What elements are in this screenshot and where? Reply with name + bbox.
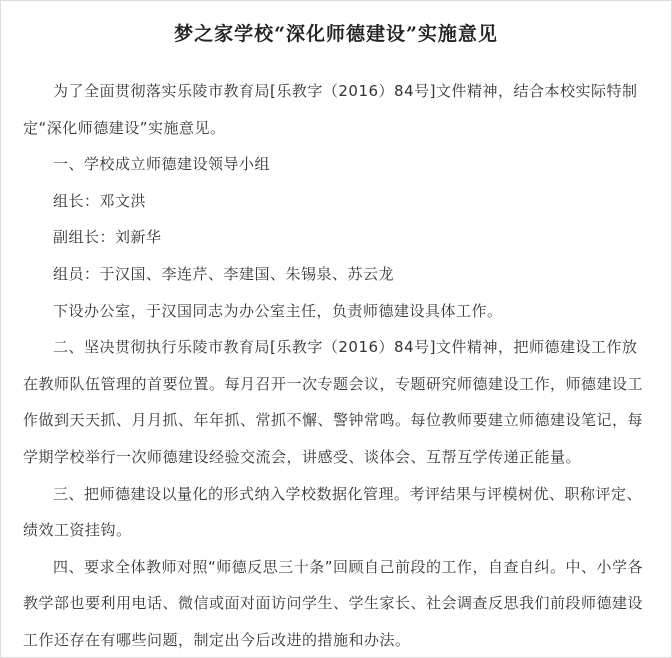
paragraph-intro: 为了全面贯彻落实乐陵市教育局[乐教字（2016）84号]文件精神，结合本校实际特制定“深化师德建设”实施意见。 [23, 82, 638, 137]
paragraph-section-2: 二、坚决贯彻执行乐陵市教育局[乐教字（2016）84号]文件精神，把师德建设工作放在教师队伍管理的首要位置。每月召开一次专题会议，专题研究师德建设工作，师德建设工作做到天天抓、月月抓、年年抓、常抓不懈、警钟常鸣。每位教师要建立师德建设笔记，每学期学校举行一次师德建设经验交流会，讲感受、谈体会、互帮互学传递正能量。 [23, 338, 644, 466]
paragraph-section-4: 四、要求全体教师对照“师德反思三十条”回顾自己前段的工作，自查自纠。中、小学各教学部也要利用电话、微信或面对面访问学生、学生家长、社会调查反思我们前段师德建设工作还存在有哪些问题，制定出今后改进的措施和办法。 [23, 557, 644, 649]
paragraph-section-1-heading: 一、学校成立师德建设领导小组 [53, 155, 271, 174]
paragraph-members: 组员：于汉国、李连芹、李建国、朱锡泉、苏云龙 [53, 264, 395, 283]
document-title: 梦之家学校“深化师德建设”实施意见 [174, 23, 498, 45]
document-body [23, 73, 647, 658]
paragraph-deputy-leader: 副组长：刘新华 [53, 228, 162, 247]
paragraph-leader: 组长：邓文洪 [53, 191, 147, 210]
paragraph-section-3: 三、把师德建设以量化的形式纳入学校数据化管理。考评结果与评模树优、职称评定、绩效工资挂钩。 [23, 484, 643, 540]
paragraph-office: 下设办公室，于汉国同志为办公室主任，负责师德建设具体工作。 [53, 301, 503, 320]
